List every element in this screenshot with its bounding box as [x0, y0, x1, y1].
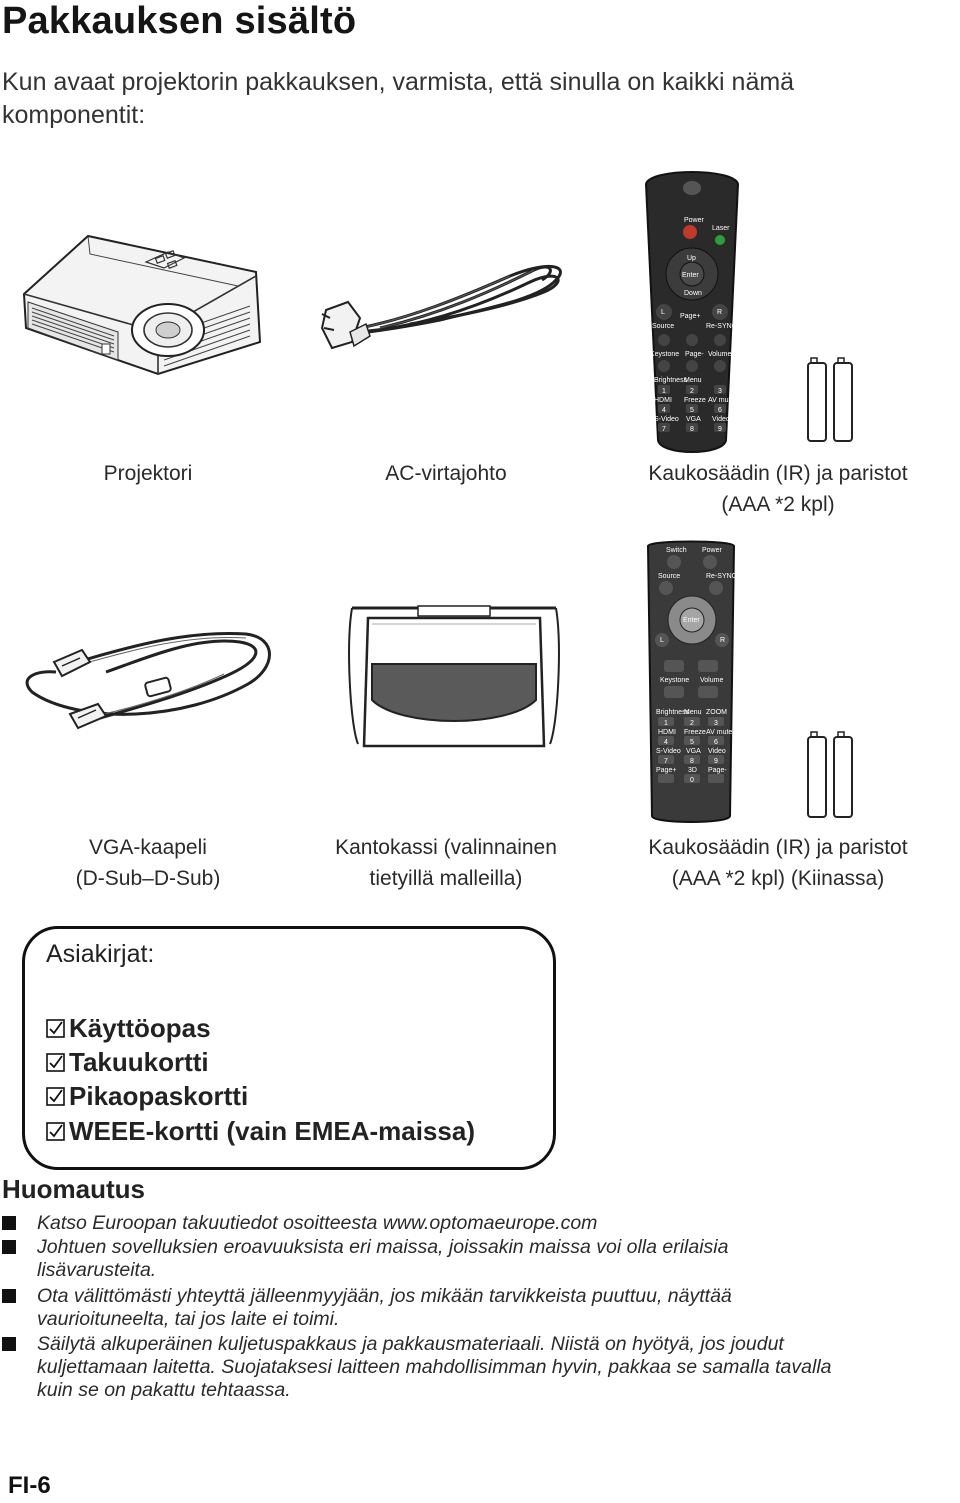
document-item	[46, 1081, 248, 1112]
remote2-label: 3D	[688, 767, 697, 774]
document-label: Käyttöopas	[69, 1013, 211, 1043]
remote1-number: 3	[718, 388, 722, 395]
item-caption-carrying-bag: Kantokassi (valinnainen tietyillä malleilla)	[335, 836, 557, 890]
remote2-label: Keystone	[660, 677, 690, 684]
documents-heading: Asiakirjat:	[46, 940, 155, 968]
remote1-label: HDMI	[654, 397, 672, 404]
remote2-label: AV mute	[706, 729, 733, 736]
remote2-label: Volume	[700, 677, 724, 684]
remote2-number: 3	[714, 720, 718, 727]
document-label: Takuukortti	[69, 1047, 209, 1077]
item-caption-remote: Kaukosäädin (IR) ja paristot (AAA *2 kpl)	[648, 462, 908, 516]
remote2-label: L	[660, 637, 664, 644]
power-cord-icon	[320, 258, 575, 368]
remote1-label: Enter	[682, 272, 699, 279]
remote2-label: R	[720, 637, 726, 644]
remote2-number: 9	[714, 758, 718, 765]
remote2-label: Source	[658, 573, 681, 580]
remote1-number: 6	[718, 407, 722, 414]
remote1-number: 9	[718, 426, 722, 433]
remote1-label: S-Video	[654, 416, 679, 423]
remote2-label: Page+	[656, 767, 677, 774]
document-label: WEEE-kortti (vain EMEA-maissa)	[69, 1116, 475, 1146]
remote1-label: VGA	[686, 416, 701, 423]
item-caption-projector: Projektori	[103, 462, 193, 485]
remote1-label: Page+	[680, 313, 701, 320]
square-bullet-icon	[2, 1337, 16, 1351]
remote1-label: Up	[687, 255, 696, 262]
remote1-label: Volume	[708, 351, 732, 358]
remote2-label: VGA	[686, 748, 701, 755]
remote2-label: Freeze	[684, 729, 706, 736]
square-bullet-icon	[2, 1216, 16, 1230]
remote2-label: HDMI	[658, 729, 676, 736]
item-caption-power-cord: AC-virtajohto	[385, 462, 507, 485]
remote1-label: Page-	[685, 351, 704, 358]
page-title: Pakkauksen sisältö	[2, 0, 357, 42]
remote1-label: Freeze	[684, 397, 706, 404]
remote2-number: 8	[690, 758, 694, 765]
remote1-number: 8	[690, 426, 694, 433]
remote2-label: Brightness	[656, 709, 690, 716]
remote2-label: Video	[708, 748, 726, 755]
checked-box-icon	[46, 1087, 65, 1106]
remote2-label: Page-	[708, 767, 727, 774]
remote1-label: AV mute	[708, 397, 735, 404]
remote2-label: Enter	[683, 617, 700, 624]
remote2-number: 4	[664, 739, 668, 746]
remote1-label: Keystone	[650, 351, 680, 358]
remote2-number: 5	[690, 739, 694, 746]
remote1-label: L	[661, 309, 665, 316]
remote1-number: 7	[662, 426, 666, 433]
remote2-number: 7	[664, 758, 668, 765]
remote1-number: 4	[662, 407, 666, 414]
remote2-number: 1	[664, 720, 668, 727]
remote2-label: ZOOM	[706, 709, 727, 716]
remote1-label: Re-SYNC	[706, 323, 737, 330]
remote1-label: Down	[684, 290, 702, 297]
remote-control-icon	[640, 164, 744, 456]
square-bullet-icon	[2, 1240, 16, 1254]
note-item: Ota välittömästi yhteyttä jälleenmyyjään, jos mikään tarvikkeista puuttuu, näyttää vaurioituneelta, tai jos laite ei toimi.	[37, 1285, 732, 1330]
remote1-label: R	[717, 309, 723, 316]
checked-box-icon	[46, 1122, 65, 1141]
remote1-label: Brightness	[654, 377, 688, 384]
remote1-label: Source	[652, 323, 675, 330]
document-label: Pikaopaskortti	[69, 1081, 249, 1111]
remote1-number: 1	[662, 388, 666, 395]
document-item	[46, 1116, 475, 1147]
vga-cable-icon	[26, 628, 276, 740]
checked-box-icon	[46, 1019, 65, 1038]
remote1-label: Video	[712, 416, 730, 423]
remote2-label: S-Video	[656, 748, 681, 755]
remote2-label: Power	[702, 547, 722, 554]
remote-control-icon	[646, 540, 736, 824]
remote2-number: 0	[690, 777, 694, 784]
item-caption-remote-china: Kaukosäädin (IR) ja paristot (AAA *2 kpl) (Kiinassa)	[648, 836, 908, 890]
projector-icon	[18, 232, 268, 382]
checked-box-icon	[46, 1053, 65, 1072]
notes-heading: Huomautus	[2, 1174, 145, 1204]
note-item: Johtuen sovelluksien eroavuuksista eri maissa, joissakin maissa voi olla erilaisia lisävarusteita.	[37, 1236, 729, 1281]
remote2-label: Re-SYNC	[706, 573, 737, 580]
battery-icon	[806, 356, 856, 444]
page-number: FI-6	[8, 1472, 51, 1499]
remote1-label: Menu	[684, 377, 702, 384]
battery-icon	[806, 730, 856, 822]
document-item	[46, 1047, 209, 1078]
remote2-number: 6	[714, 739, 718, 746]
document-item	[46, 1013, 211, 1044]
remote1-label: Power	[684, 217, 704, 224]
remote2-number: 2	[690, 720, 694, 727]
carrying-bag-icon	[348, 604, 560, 758]
item-caption-vga-cable: VGA-kaapeli (D-Sub–D-Sub)	[75, 836, 221, 890]
remote1-number: 2	[690, 388, 694, 395]
note-item: Säilytä alkuperäinen kuljetuspakkaus ja pakkausmateriaali. Niistä on hyötyä, jos joudut kuljettamaan laitetta. Suojataksesi laitteen mahdollisimman hyvin, pakkaa se samalla tavalla kuin se on pakattu tehtaassa.	[37, 1333, 832, 1401]
remote2-label: Switch	[666, 547, 687, 554]
remote2-label: Menu	[684, 709, 702, 716]
note-item: Katso Euroopan takuutiedot osoitteesta www.optomaeurope.com	[37, 1212, 598, 1234]
intro-text: Kun avaat projektorin pakkauksen, varmista, että sinulla on kaikki nämä komponentit:	[2, 68, 795, 129]
square-bullet-icon	[2, 1289, 16, 1303]
remote1-number: 5	[690, 407, 694, 414]
remote1-label: Laser	[712, 225, 730, 232]
